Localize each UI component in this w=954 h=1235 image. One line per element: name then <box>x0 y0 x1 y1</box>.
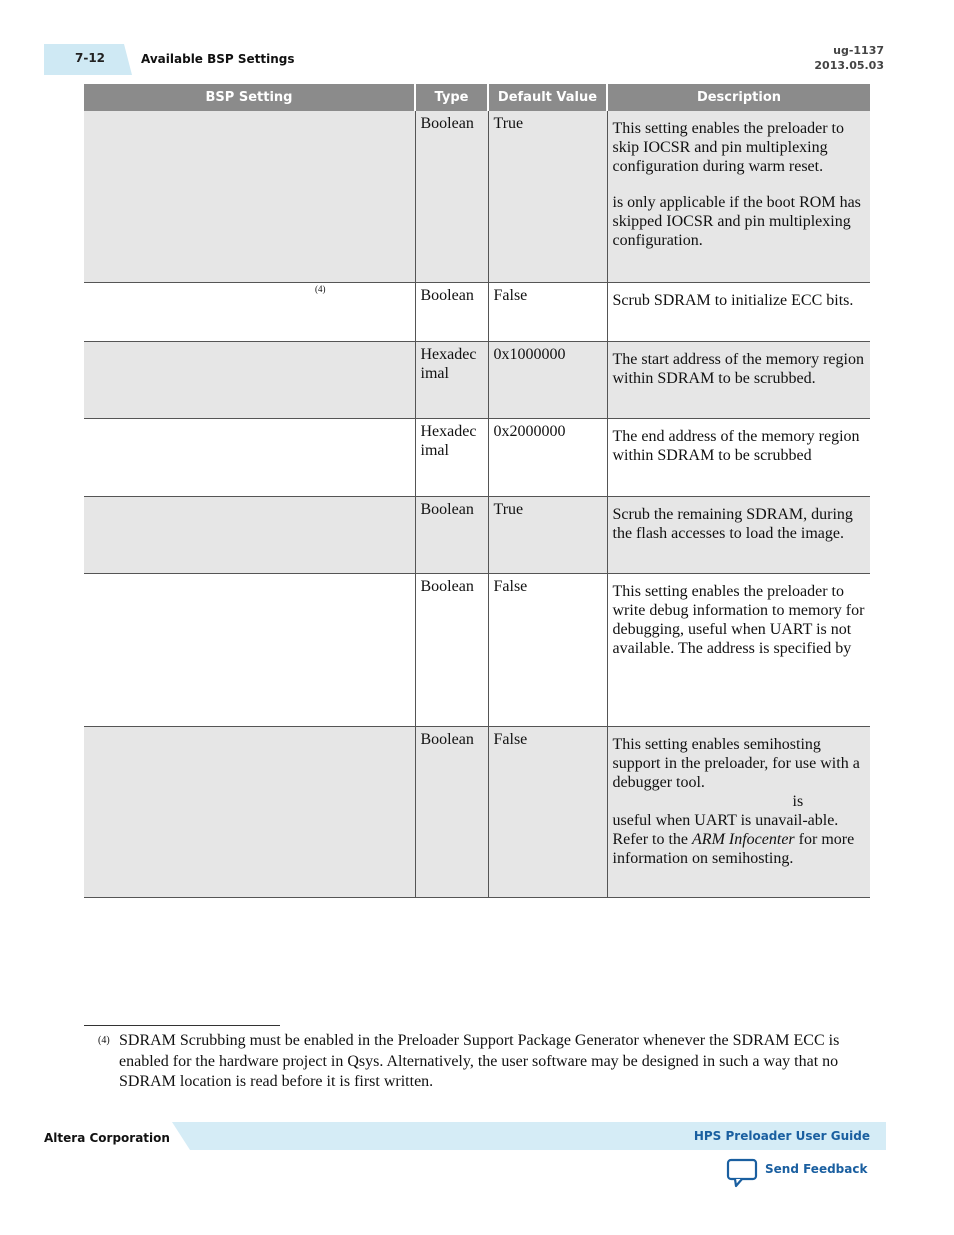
arm-infocenter-reference: ARM Infocenter <box>692 830 795 848</box>
default-cell: 0x2000000 <box>488 418 607 496</box>
send-feedback-link[interactable]: Send Feedback <box>765 1162 868 1176</box>
table-row <box>84 573 870 726</box>
setting-cell <box>84 726 415 897</box>
footnote-mark: (4) <box>98 1035 110 1046</box>
description-cell <box>607 573 870 726</box>
type-cell: Hexadec imal <box>415 418 488 496</box>
column-header-setting: BSP Setting <box>84 84 415 111</box>
setting-cell <box>84 111 415 282</box>
table-row <box>84 496 870 573</box>
footnote-reference[interactable]: (4) <box>315 283 326 294</box>
description-text: This setting enables the preloader to write debug information to memory for debugging, useful when UART is not available. The address is specified by <box>612 582 865 657</box>
default-cell: 0x1000000 <box>488 341 607 418</box>
description-text: This setting enables the preloader to skip IOCSR and pin multiplexing configuration during warm reset. <box>612 120 844 175</box>
doc-date: 2013.05.03 <box>814 59 884 72</box>
setting-cell <box>84 496 415 573</box>
description-text: Scrub the remaining SDRAM, during the flash accesses to load the image. <box>612 505 853 542</box>
setting-cell <box>84 573 415 726</box>
doc-id: ug-1137 <box>833 44 884 57</box>
doc-identifier <box>814 43 884 73</box>
type-cell: Boolean <box>415 496 488 573</box>
footnote-divider <box>84 1025 280 1026</box>
description-text <box>613 811 866 868</box>
description-cell <box>607 111 870 282</box>
description-text: Scrub SDRAM to initialize ECC bits. <box>612 291 854 309</box>
setting-cell <box>84 418 415 496</box>
table-row <box>84 418 870 496</box>
footnote-text: SDRAM Scrubbing must be enabled in the Preloader Support Package Generator whenever the SDRAM ECC is enabled for the hardware project in Qsys. Alternatively, the user software may be designed in such a way that no SDRAM location is read before it is first written. <box>119 1032 840 1090</box>
default-cell: True <box>488 496 607 573</box>
description-text: The start address of the memory region within SDRAM to be scrubbed. <box>612 350 864 387</box>
description-fragment: for more information on semihosting. <box>612 830 855 867</box>
table-row <box>84 282 870 341</box>
description-cell <box>607 726 870 897</box>
description-text: The end address of the memory region within SDRAM to be scrubbed <box>612 427 860 464</box>
page-number: 7-12 <box>75 51 106 65</box>
default-cell: False <box>488 726 607 897</box>
column-header-default: Default Value <box>488 84 607 111</box>
type-cell: Boolean <box>415 111 488 282</box>
table-header-row <box>84 84 870 111</box>
type-cell: Boolean <box>415 282 488 341</box>
description-text: is <box>792 792 804 810</box>
description-cell <box>607 418 870 496</box>
default-cell: True <box>488 111 607 282</box>
setting-cell <box>84 341 415 418</box>
description-text: is only applicable if the boot ROM has skipped IOCSR and pin multiplexing configuration. <box>612 194 861 249</box>
description-cell <box>607 496 870 573</box>
description-text: This setting enables semihosting support in the preloader, for use with a debugger tool. <box>612 735 860 791</box>
footnote <box>98 1031 868 1093</box>
table-row <box>84 726 870 897</box>
type-cell: Boolean <box>415 573 488 726</box>
table-row <box>84 341 870 418</box>
speech-bubble-icon[interactable] <box>726 1158 758 1188</box>
guide-title-link[interactable]: HPS Preloader User Guide <box>693 1129 870 1143</box>
default-cell: False <box>488 573 607 726</box>
default-cell: False <box>488 282 607 341</box>
description-cell <box>607 282 870 341</box>
description-fragment: useful when UART is unavail-able. Refer to the <box>612 811 839 848</box>
description-cell <box>607 341 870 418</box>
type-cell: Boolean <box>415 726 488 897</box>
table-row <box>84 111 870 282</box>
section-title: Available BSP Settings <box>141 52 295 66</box>
column-header-type: Type <box>415 84 488 111</box>
type-cell: Hexadec imal <box>415 341 488 418</box>
column-header-description: Description <box>607 84 870 111</box>
setting-cell <box>84 282 415 341</box>
bsp-settings-table <box>84 84 870 898</box>
company-name: Altera Corporation <box>44 1131 170 1145</box>
